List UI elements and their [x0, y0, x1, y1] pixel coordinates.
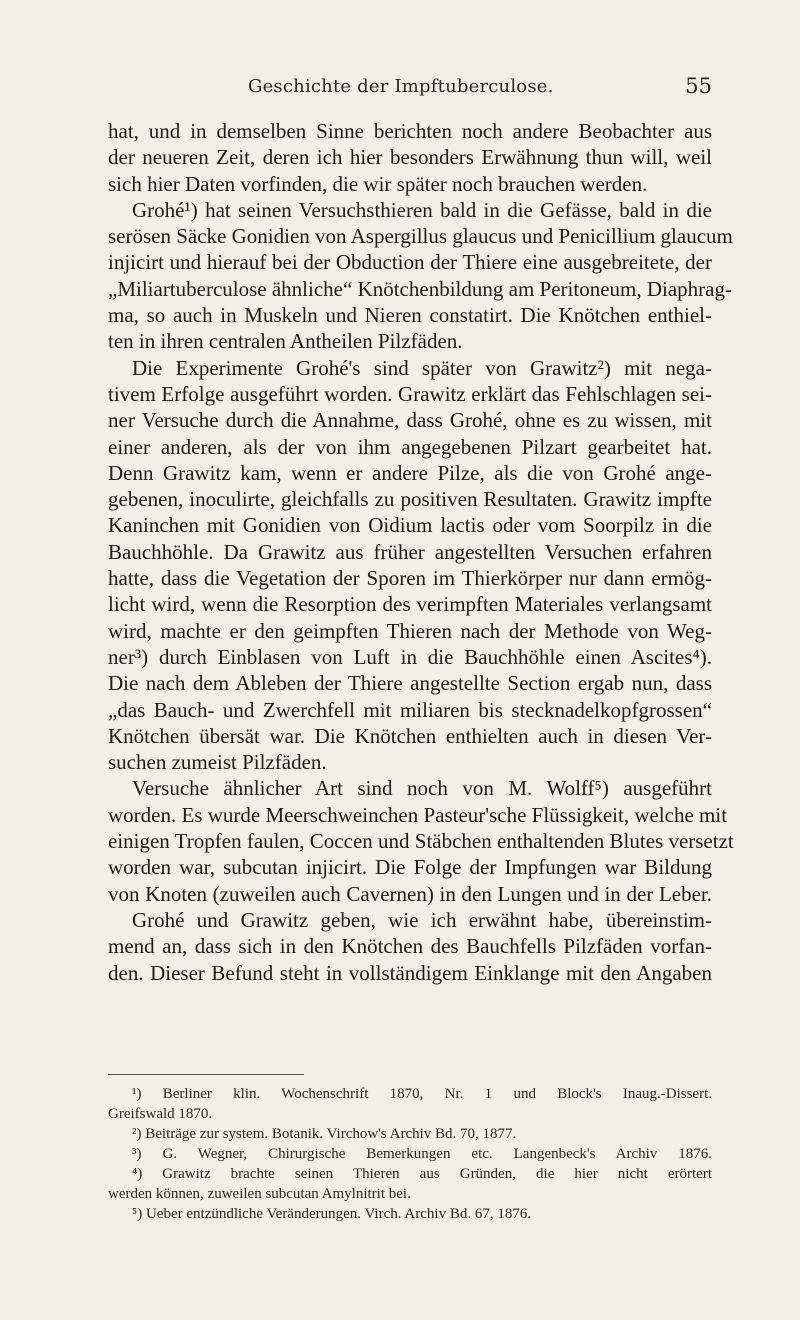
text-line: ten in ihren centralen Antheilen Pilzfäden. — [108, 329, 463, 354]
text-line: Grohé und Grawitz geben, wie ich erwähnt habe, übereinstim- — [132, 907, 712, 932]
text-line: „Miliartuberculose ähnliche“ Knötchenbildung am Peritoneum, Diaphrag- — [108, 276, 732, 301]
text-line: Die nach dem Ableben der Thiere angestellte Section ergab nun, dass — [108, 671, 712, 696]
text-line: „das Bauch- und Zwerchfell mit miliaren bis stecknadelkopfgrossen“ — [108, 697, 712, 722]
text-line: Die Experimente Grohé's sind später von Grawitz²) mit nega- — [132, 355, 712, 380]
footnote-line: ⁵) Ueber entzündliche Veränderungen. Virch. Archiv Bd. 67, 1876. — [132, 1206, 532, 1222]
footnote-line: ²) Beiträge zur system. Botanik. Virchow's Archiv Bd. 70, 1877. — [132, 1126, 517, 1142]
footnote-line: ⁴) Grawitz brachte seinen Thieren aus Gründen, die hier nicht erörtert — [132, 1166, 712, 1182]
text-line: licht wird, wenn die Resorption des verimpften Materiales verlangsamt — [108, 592, 712, 617]
text-line: worden. Es wurde Meerschweinchen Pasteur'sche Flüssigkeit, welche mit — [108, 802, 728, 827]
text-line: Versuche ähnlicher Art sind noch von M. Wolff⁵) ausgeführt — [132, 776, 712, 801]
text-line: Bauchhöhle. Da Grawitz aus früher angestellten Versuchen erfahren — [108, 539, 712, 564]
text-line: wird, machte er den geimpften Thieren nach der Methode von Weg- — [108, 618, 712, 643]
text-line: Knötchen übersät war. Die Knötchen enthielten auch in diesen Ver- — [108, 723, 712, 748]
text-line: serösen Säcke Gonidien von Aspergillus glaucus und Penicillium glaucum — [108, 224, 733, 249]
running-title: Geschichte der Impftuberculose. — [248, 76, 554, 97]
text-line: ner Versuche durch die Annahme, dass Grohé, ohne es zu wissen, mit — [108, 408, 712, 433]
text-line: hatte, dass die Vegetation der Sporen im Thierkörper nur dann ermög- — [108, 566, 712, 591]
text-line: ma, so auch in Muskeln und Nieren constatirt. Die Knötchen enthiel- — [108, 303, 712, 328]
footnotes — [108, 1084, 712, 1224]
text-line: suchen zumeist Pilzfäden. — [108, 750, 327, 775]
text-line: gebenen, inoculirte, gleichfalls zu positiven Resultaten. Grawitz impfte — [108, 487, 712, 512]
footnote-divider — [108, 1074, 304, 1075]
text-line: ner³) durch Einblasen von Luft in die Bauchhöhle einen Ascites⁴). — [108, 644, 712, 669]
body-text — [108, 118, 734, 986]
text-line: mend an, dass sich in den Knötchen des Bauchfells Pilzfäden vorfan- — [108, 934, 712, 959]
page-number: 55 — [685, 74, 712, 98]
text-line: einer anderen, als der von ihm angegebenen Pilzart gearbeitet hat. — [108, 434, 712, 459]
text-line: Denn Grawitz kam, wenn er andere Pilze, als die von Grohé ange- — [108, 460, 712, 485]
text-line: hat, und in demselben Sinne berichten noch andere Beobachter aus — [108, 119, 712, 143]
text-line: der neueren Zeit, deren ich hier besonders Erwähnung thun will, weil — [108, 145, 712, 170]
page-header — [108, 76, 712, 102]
text-line: den. Dieser Befund steht in vollständigem Einklange mit den Angaben — [108, 960, 712, 985]
text-line: sich hier Daten vorfinden, die wir später noch brauchen werden. — [108, 171, 648, 196]
text-line: Grohé¹) hat seinen Versuchsthieren bald in die Gefässe, bald in die — [132, 197, 712, 222]
text-line: worden war, subcutan injicirt. Die Folge der Impfungen war Bildung — [108, 855, 712, 880]
text-line: von Knoten (zuweilen auch Cavernen) in den Lungen und in der Leber. — [108, 881, 712, 906]
text-line: tivem Erfolge ausgeführt worden. Grawitz erklärt das Fehlschlagen sei- — [108, 381, 712, 406]
text-line: injicirt und hierauf bei der Obduction der Thiere eine ausgebreitete, der — [108, 250, 712, 275]
footnote-line: Greifswald 1870. — [108, 1106, 213, 1122]
footnote-line: ³) G. Wegner, Chirurgische Bemerkungen etc. Langenbeck's Archiv 1876. — [132, 1146, 712, 1162]
text-line: einigen Tropfen faulen, Coccen und Stäbchen enthaltenden Blutes versetzt — [108, 829, 734, 854]
text-line: Kaninchen mit Gonidien von Oidium lactis oder vom Soorpilz in die — [108, 513, 712, 538]
footnote-line: werden können, zuweilen subcutan Amylnitrit bei. — [108, 1186, 411, 1202]
footnote-line: ¹) Berliner klin. Wochenschrift 1870, Nr. 1 und Block's Inaug.-Dissert. — [132, 1086, 712, 1102]
